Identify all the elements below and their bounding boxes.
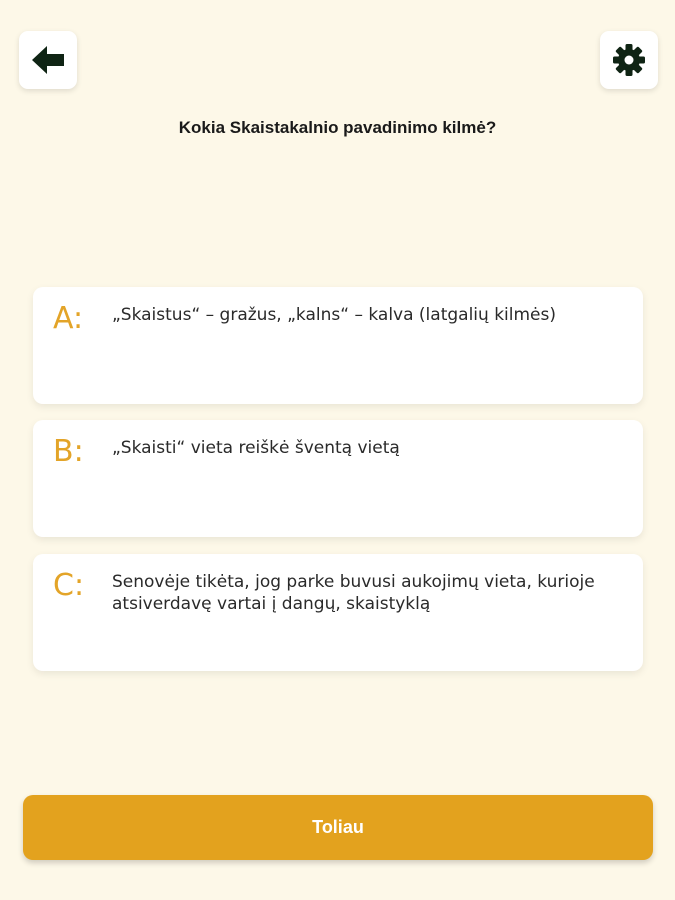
answer-option-a[interactable] xyxy=(33,287,643,404)
question-text: Kokia Skaistakalnio pavadinimo kilmė? xyxy=(178,118,497,137)
arrow-left-icon xyxy=(30,44,66,76)
answer-letter: A: xyxy=(53,301,84,336)
gear-icon xyxy=(611,42,647,78)
answer-letter: C: xyxy=(53,568,85,603)
answer-text: „Skaistus“ – gražus, „kalns“ – kalva (latgalių kilmės) xyxy=(112,305,556,325)
answer-option-b[interactable] xyxy=(33,420,643,537)
answer-text: „Skaisti“ vieta reiškė šventą vietą xyxy=(112,438,400,458)
settings-button[interactable] xyxy=(600,31,658,89)
answer-text: Senovėje tikėta, jog parke buvusi aukojimų vieta, kurioje atsiverdavę vartai į dangų, skaistyklą xyxy=(112,572,595,614)
answer-option-c[interactable] xyxy=(33,554,643,671)
next-button[interactable]: Toliau xyxy=(23,795,653,860)
back-button[interactable] xyxy=(19,31,77,89)
answer-letter: B: xyxy=(53,434,84,469)
